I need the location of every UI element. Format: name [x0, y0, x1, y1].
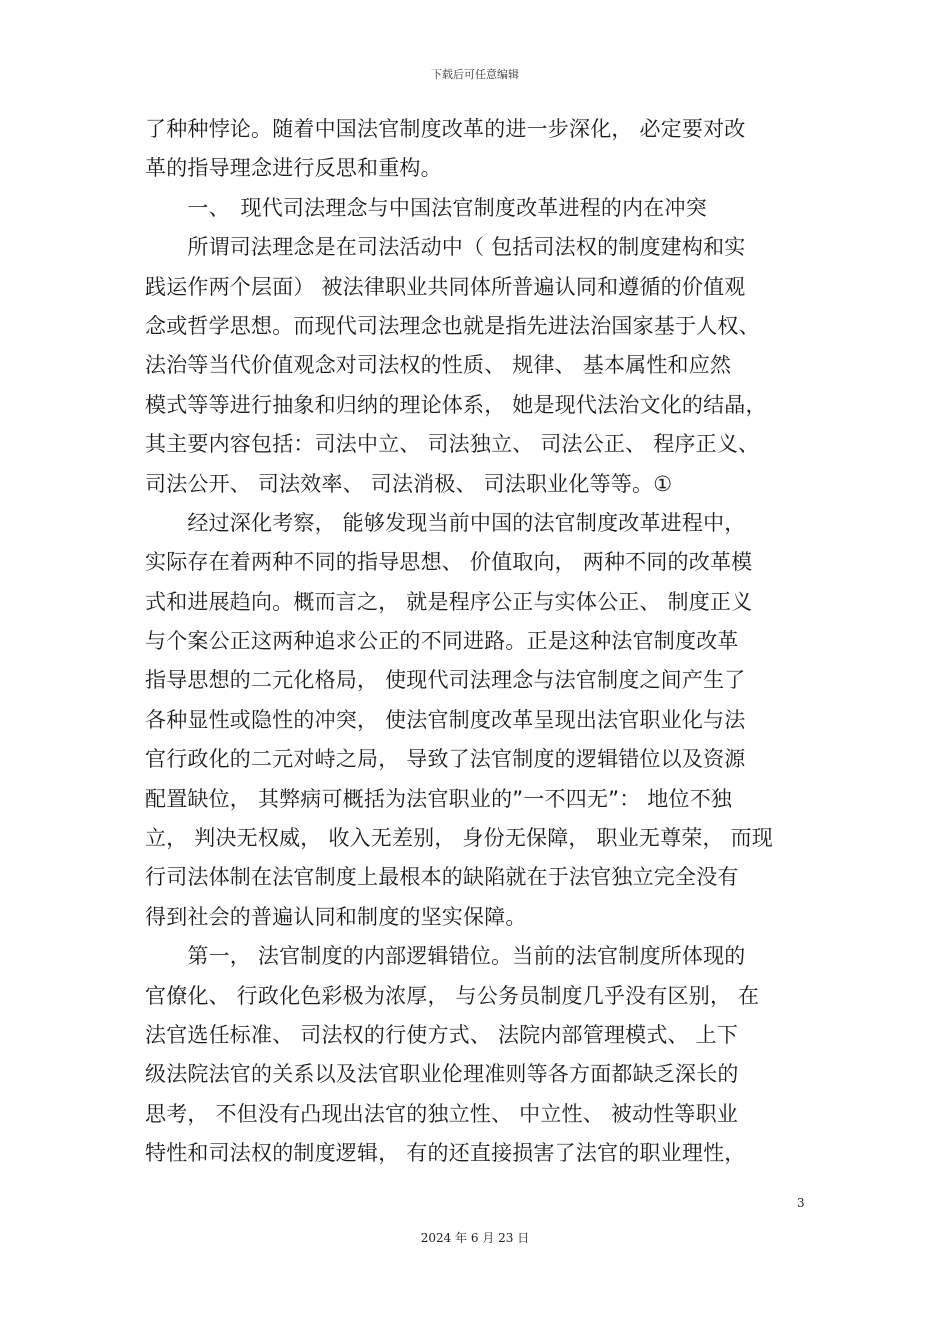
- text-line: 行司法体制在法官制度上最根本的缺陷就在于法官独立完全没有: [145, 865, 739, 890]
- text-line: 法治等当代价值观念对司法权的性质、 规律、 基本属性和应然: [145, 353, 732, 378]
- text-line: 各种显性或隐性的冲突， 使法官制度改革呈现出法官职业化与法: [145, 707, 746, 732]
- text-line: 了种种悖论。随着中国法官制度改革的进一步深化， 必定要对改: [145, 117, 746, 141]
- text-line: 经过深化考察， 能够发现当前中国的法官制度改革进程中，: [145, 510, 746, 535]
- page-header: 下载后可任意编辑: [431, 68, 519, 81]
- section-heading: 一、 现代司法理念与中国法官制度改革进程的内在冲突: [145, 195, 707, 220]
- text-line: 特性和司法权的制度逻辑， 有的还直接损害了法官的职业理性，: [145, 1141, 746, 1166]
- text-line: 模式等等进行抽象和归纳的理论体系， 她是现代法治文化的结晶，: [145, 392, 767, 417]
- text-line: 得到社会的普遍认同和制度的坚实保障。: [145, 904, 527, 929]
- text-line: 配置缺位， 其弊病可概括为法官职业的”一不四无”： 地位不独: [145, 786, 733, 811]
- text-line: 思考， 不但没有凸现出法官的独立性、 中立性、 被动性等职业: [145, 1101, 739, 1126]
- page-number: 3: [797, 1196, 805, 1210]
- text-line: 所谓司法理念是在司法活动中（ 包括司法权的制度建构和实: [145, 235, 746, 260]
- text-line: 式和进展趋向。概而言之， 就是程序公正与实体公正、 制度正义: [145, 589, 753, 614]
- text-line: 官行政化的二元对峙之局， 导致了法官制度的逻辑错位以及资源: [145, 747, 746, 772]
- text-line: 革的指导理念进行反思和重构。: [145, 156, 442, 181]
- text-line: 官僚化、 行政化色彩极为浓厚， 与公务员制度几乎没有区别， 在: [145, 983, 760, 1008]
- text-line: 指导思想的二元化格局， 使现代司法理念与法官制度之间产生了: [145, 668, 746, 693]
- text-line: 司法公开、 司法效率、 司法消极、 司法职业化等等。①: [145, 471, 673, 496]
- text-line: 与个案公正这两种追求公正的不同进路。正是这种法官制度改革: [145, 629, 739, 654]
- text-line: 立， 判决无权威， 收入无差别， 身份无保障， 职业无尊荣， 而现: [145, 826, 773, 851]
- text-line: 实际存在着两种不同的指导思想、 价值取向， 两种不同的改革模: [145, 550, 753, 575]
- text-line: 践运作两个层面） 被法律职业共同体所普遍认同和遵循的价值观: [145, 274, 746, 299]
- text-line: 其主要内容包括：司法中立、 司法独立、 司法公正、 程序正义、: [145, 432, 760, 457]
- page-footer-date: 2024 年 6 月 23 日: [420, 1231, 530, 1245]
- text-line: 级法院法官的关系以及法官职业伦理准则等各方面都缺乏深长的: [145, 1062, 739, 1087]
- text-line: 法官选任标准、 司法权的行使方式、 法院内部管理模式、 上下: [145, 1022, 739, 1047]
- text-line: 第一， 法官制度的内部逻辑错位。当前的法官制度所体现的: [145, 944, 746, 969]
- body-text: [145, 110, 810, 1174]
- text-line: 念或哲学思想。而现代司法理念也就是指先进法治国家基于人权、: [145, 313, 760, 338]
